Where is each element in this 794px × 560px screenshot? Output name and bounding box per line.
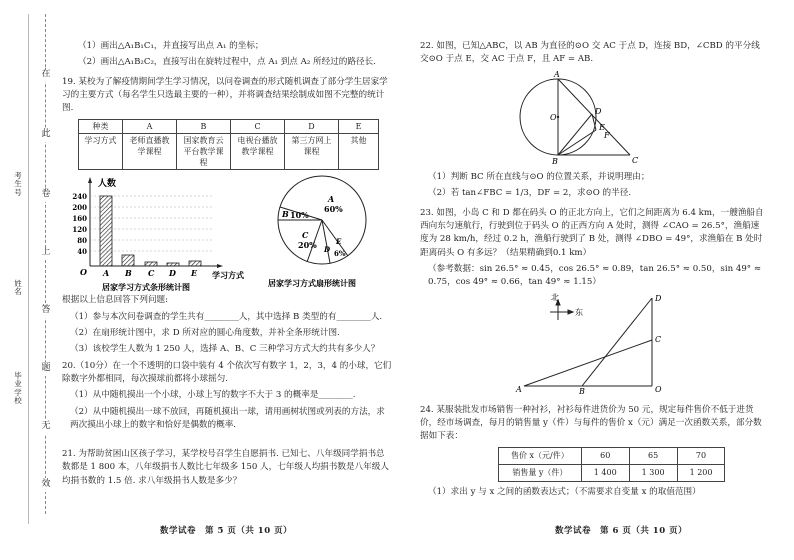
- bar-tick: 80: [77, 236, 87, 246]
- pie-chart: [268, 176, 366, 288]
- q19-part1: （1）参与本次问卷调查的学生共有________人，其中选择 B 类型的有________人.: [70, 311, 383, 322]
- table-cell: 1 400: [581, 465, 629, 482]
- bar-origin: O: [80, 267, 87, 278]
- table-cell: 第三方网上课程: [285, 133, 339, 170]
- bar-xlabel: 学习方式: [212, 270, 244, 281]
- q19-intro: 根据以上信息回答下列问题:: [62, 295, 169, 306]
- charts-area: [62, 174, 392, 292]
- table-header: B: [177, 119, 231, 133]
- table-cell: 售价 x（元/件）: [499, 447, 582, 464]
- q23-stem: 23. 如图，小岛 C 和 D 都在码头 O 的正北方向上，它们之间距离为 6.4 km，一艘渔船自西向东匀速航行，行驶到位于码头 O 的正西方向 A 处时，测得 ∠CAO = 26.5°，渔船速度为 28 km/h，经过 0.2 h，渔船行驶到了 B 处，测得 ∠DBO = 49°，求渔船在 B 处时距离码头 O 有多远？（结果精确到0.1 km）: [420, 207, 764, 258]
- bar-x-arrow: [217, 264, 223, 268]
- fig-label: B: [579, 387, 585, 395]
- q19-stem: 19. 某校为了解疫情期间学生学习情况，以问卷调查的形式随机调查了部分学生居家学习的主要方式（每名学生只选最主要的一种），并将调查结果绘制成如图不完整的统计图.: [62, 76, 388, 114]
- table-cell: 老师直播教学课程: [123, 133, 177, 170]
- fig-label: O: [655, 385, 662, 395]
- field-label-school: 毕业学校: [14, 371, 22, 405]
- survey-table: [78, 119, 379, 171]
- line-ac: [558, 79, 630, 155]
- field-label-name: 姓名: [14, 279, 22, 297]
- table-cell: 销售量 y（件）: [499, 465, 582, 482]
- bar-cat: D: [169, 268, 176, 279]
- bar-tick: 160: [72, 214, 87, 224]
- compass-north: 北: [551, 293, 559, 303]
- charts-svg: [62, 174, 392, 292]
- fig-label: O: [550, 112, 557, 122]
- bar-tick: 40: [77, 247, 87, 257]
- q18-part2: （2）画出△A₁B₂C₂，直接写出在旋转过程中，点 A₁ 到点 A₂ 所经过的路径长.: [78, 57, 376, 68]
- bar-e: [189, 261, 201, 266]
- bar-d: [167, 263, 179, 266]
- pie-letter: B: [282, 209, 289, 220]
- seal-char: 答: [40, 304, 52, 318]
- bar-cat: C: [148, 268, 155, 279]
- table-header: E: [339, 119, 379, 133]
- table-header: C: [231, 119, 285, 133]
- q22-part1: （1）判断 BC 所在直线与⊙O 的位置关系，并说明理由；: [428, 171, 650, 182]
- table-cell: 学习方式: [79, 133, 123, 170]
- price-table: [498, 447, 725, 483]
- table-cell: 其他: [339, 133, 379, 170]
- q22-part2: （2）若 tan∠FBC = 1/3，DF = 2，求⊙O 的半径.: [428, 188, 632, 199]
- table-header: A: [123, 119, 177, 133]
- pie-pct: 60%: [324, 204, 343, 215]
- q20-part1: （1）从中随机摸出一个小球，小球上写的数字不大于 3 的概率是________.: [70, 390, 356, 401]
- bar-tick: 200: [72, 203, 87, 213]
- q23-ref: （参考数据：sin 26.5° ≈ 0.45，cos 26.5° ≈ 0.89，tan 26.5° ≈ 0.50，sin 49° ≈ 0.75，cos 49° ≈ 0.66，tan 49° ≈ 1.15）: [428, 263, 762, 288]
- fig-label: D: [655, 294, 662, 304]
- q24-stem: 24. 某服装批发市场销售一种衬衫，衬衫每件进货价为 50 元，规定每件售价不低于进货价，经市场调查，每月的销售量 y（件）与每件的售价 x（元）满足一次函数关系，部分数据如下表：: [420, 404, 762, 442]
- page-footer-right: 数学试卷 第 6 页（共 10 页）: [555, 526, 688, 536]
- compass: [550, 300, 573, 320]
- q24-part1: （1）求出 y 与 x 之间的函数表达式；（不需要求自变量 x 的取值范围）: [428, 487, 701, 498]
- fig-label: B: [552, 156, 558, 166]
- binding-line: [28, 14, 29, 524]
- table-cell: 国家教育云平台教学课程: [177, 133, 231, 170]
- fig-label: F: [604, 130, 610, 140]
- pie-letter: D: [324, 245, 331, 255]
- fig-label: A: [554, 69, 560, 79]
- line-bd2: [582, 298, 652, 386]
- table-cell: 电视台播放教学课程: [231, 133, 285, 170]
- bar-cat: E: [191, 268, 198, 279]
- bar-tick: 120: [72, 225, 87, 235]
- q20-part2: （2）从中随机摸出一球不放回，再随机摸出一球，请用画树状图或列表的方法，求两次摸出小球上的数字和恰好是偶数的概率.: [70, 406, 385, 430]
- seal-dashed-line: [45, 14, 46, 514]
- compass-east: 东: [575, 308, 583, 318]
- pie-pct: 6%: [334, 249, 346, 259]
- seal-char: 此: [40, 128, 52, 142]
- pie-pct: 20%: [298, 240, 317, 251]
- bar-c: [145, 262, 157, 266]
- pie-letter: A: [328, 194, 335, 205]
- pie-letter: E: [336, 237, 342, 247]
- triangle-figure: [420, 292, 765, 394]
- q22-stem: 22. 如图，已知△ABC，以 AB 为直径的⊙O 交 AC 于点 D，连接 BD，∠CBD 的平分线交⊙O 于点 E，交 AC 于点 F，且 AF = AB.: [420, 41, 760, 65]
- page-footer-left: 数学试卷 第 5 页（共 10 页）: [160, 526, 293, 536]
- q19-part2: （2）在扇形统计图中，求 D 所对应的圆心角度数，并补全条形统计图.: [70, 327, 340, 338]
- field-label-exam-number: 考生号: [14, 171, 22, 197]
- right-column: [420, 40, 765, 503]
- line-bd: [558, 114, 592, 155]
- bar-a: [100, 196, 112, 266]
- seal-char: 题: [40, 362, 52, 376]
- bar-y-arrow: [88, 177, 92, 183]
- circle-figure: [420, 70, 765, 166]
- bar-b: [122, 255, 134, 266]
- table-header: D: [285, 119, 339, 133]
- table-header: 种类: [79, 119, 123, 133]
- fig-label: C: [632, 155, 639, 165]
- fig-label: D: [595, 106, 602, 116]
- left-column: [62, 40, 392, 491]
- bar-cat: A: [103, 268, 110, 279]
- table-cell: 65: [629, 447, 677, 464]
- seal-char: 卷: [40, 188, 52, 202]
- binding-strip: [0, 0, 58, 560]
- pie-pct: 10%: [290, 210, 309, 221]
- table-cell: 1 300: [629, 465, 677, 482]
- bar-cat: B: [125, 268, 132, 279]
- fig-label: C: [655, 335, 662, 345]
- seal-char: 无: [40, 420, 52, 434]
- center-dot: [557, 115, 559, 117]
- q19-part3: （3）该校学生人数为 1 250 人，选择 A、B、C 三种学习方式大约共有多少人？: [70, 344, 380, 355]
- table-cell: 70: [677, 447, 725, 464]
- seal-char: 上: [40, 246, 52, 260]
- bar-caption: 居家学习方式条形统计图: [102, 282, 190, 293]
- table-cell: 60: [581, 447, 629, 464]
- bar-ylabel: 人数: [98, 179, 117, 190]
- table-cell: 1 200: [677, 465, 725, 482]
- q20-stem: 20.（10分）在一个不透明的口袋中装有 4 个依次写有数字 1，2，3，4 的小球，它们除数字外都相同，每次摸球前都将小球摇匀.: [62, 360, 392, 384]
- pie-caption: 居家学习方式扇形统计图: [268, 278, 356, 289]
- fig-label: A: [516, 385, 522, 395]
- pie-letter: C: [302, 230, 309, 241]
- line-be: [558, 130, 596, 155]
- bar-tick: 240: [72, 192, 87, 202]
- fig-label: E: [599, 122, 605, 132]
- q21-stem: 21. 为帮助贫困山区孩子学习，某学校号召学生自愿捐书. 已知七、八年级同学捐书总数都是 1 800 本，八年级捐书人数比七年级多 150 人，七年级人均捐书数是八年级人均捐书数的 1.5 倍. 求八年级捐书人数是多少？: [62, 449, 389, 486]
- seal-char: 效: [40, 478, 52, 492]
- q18-part1: （1）画出△A₁B₁C₁，并直接写出点 A₁ 的坐标；: [78, 41, 264, 51]
- seal-char: 在: [40, 68, 52, 82]
